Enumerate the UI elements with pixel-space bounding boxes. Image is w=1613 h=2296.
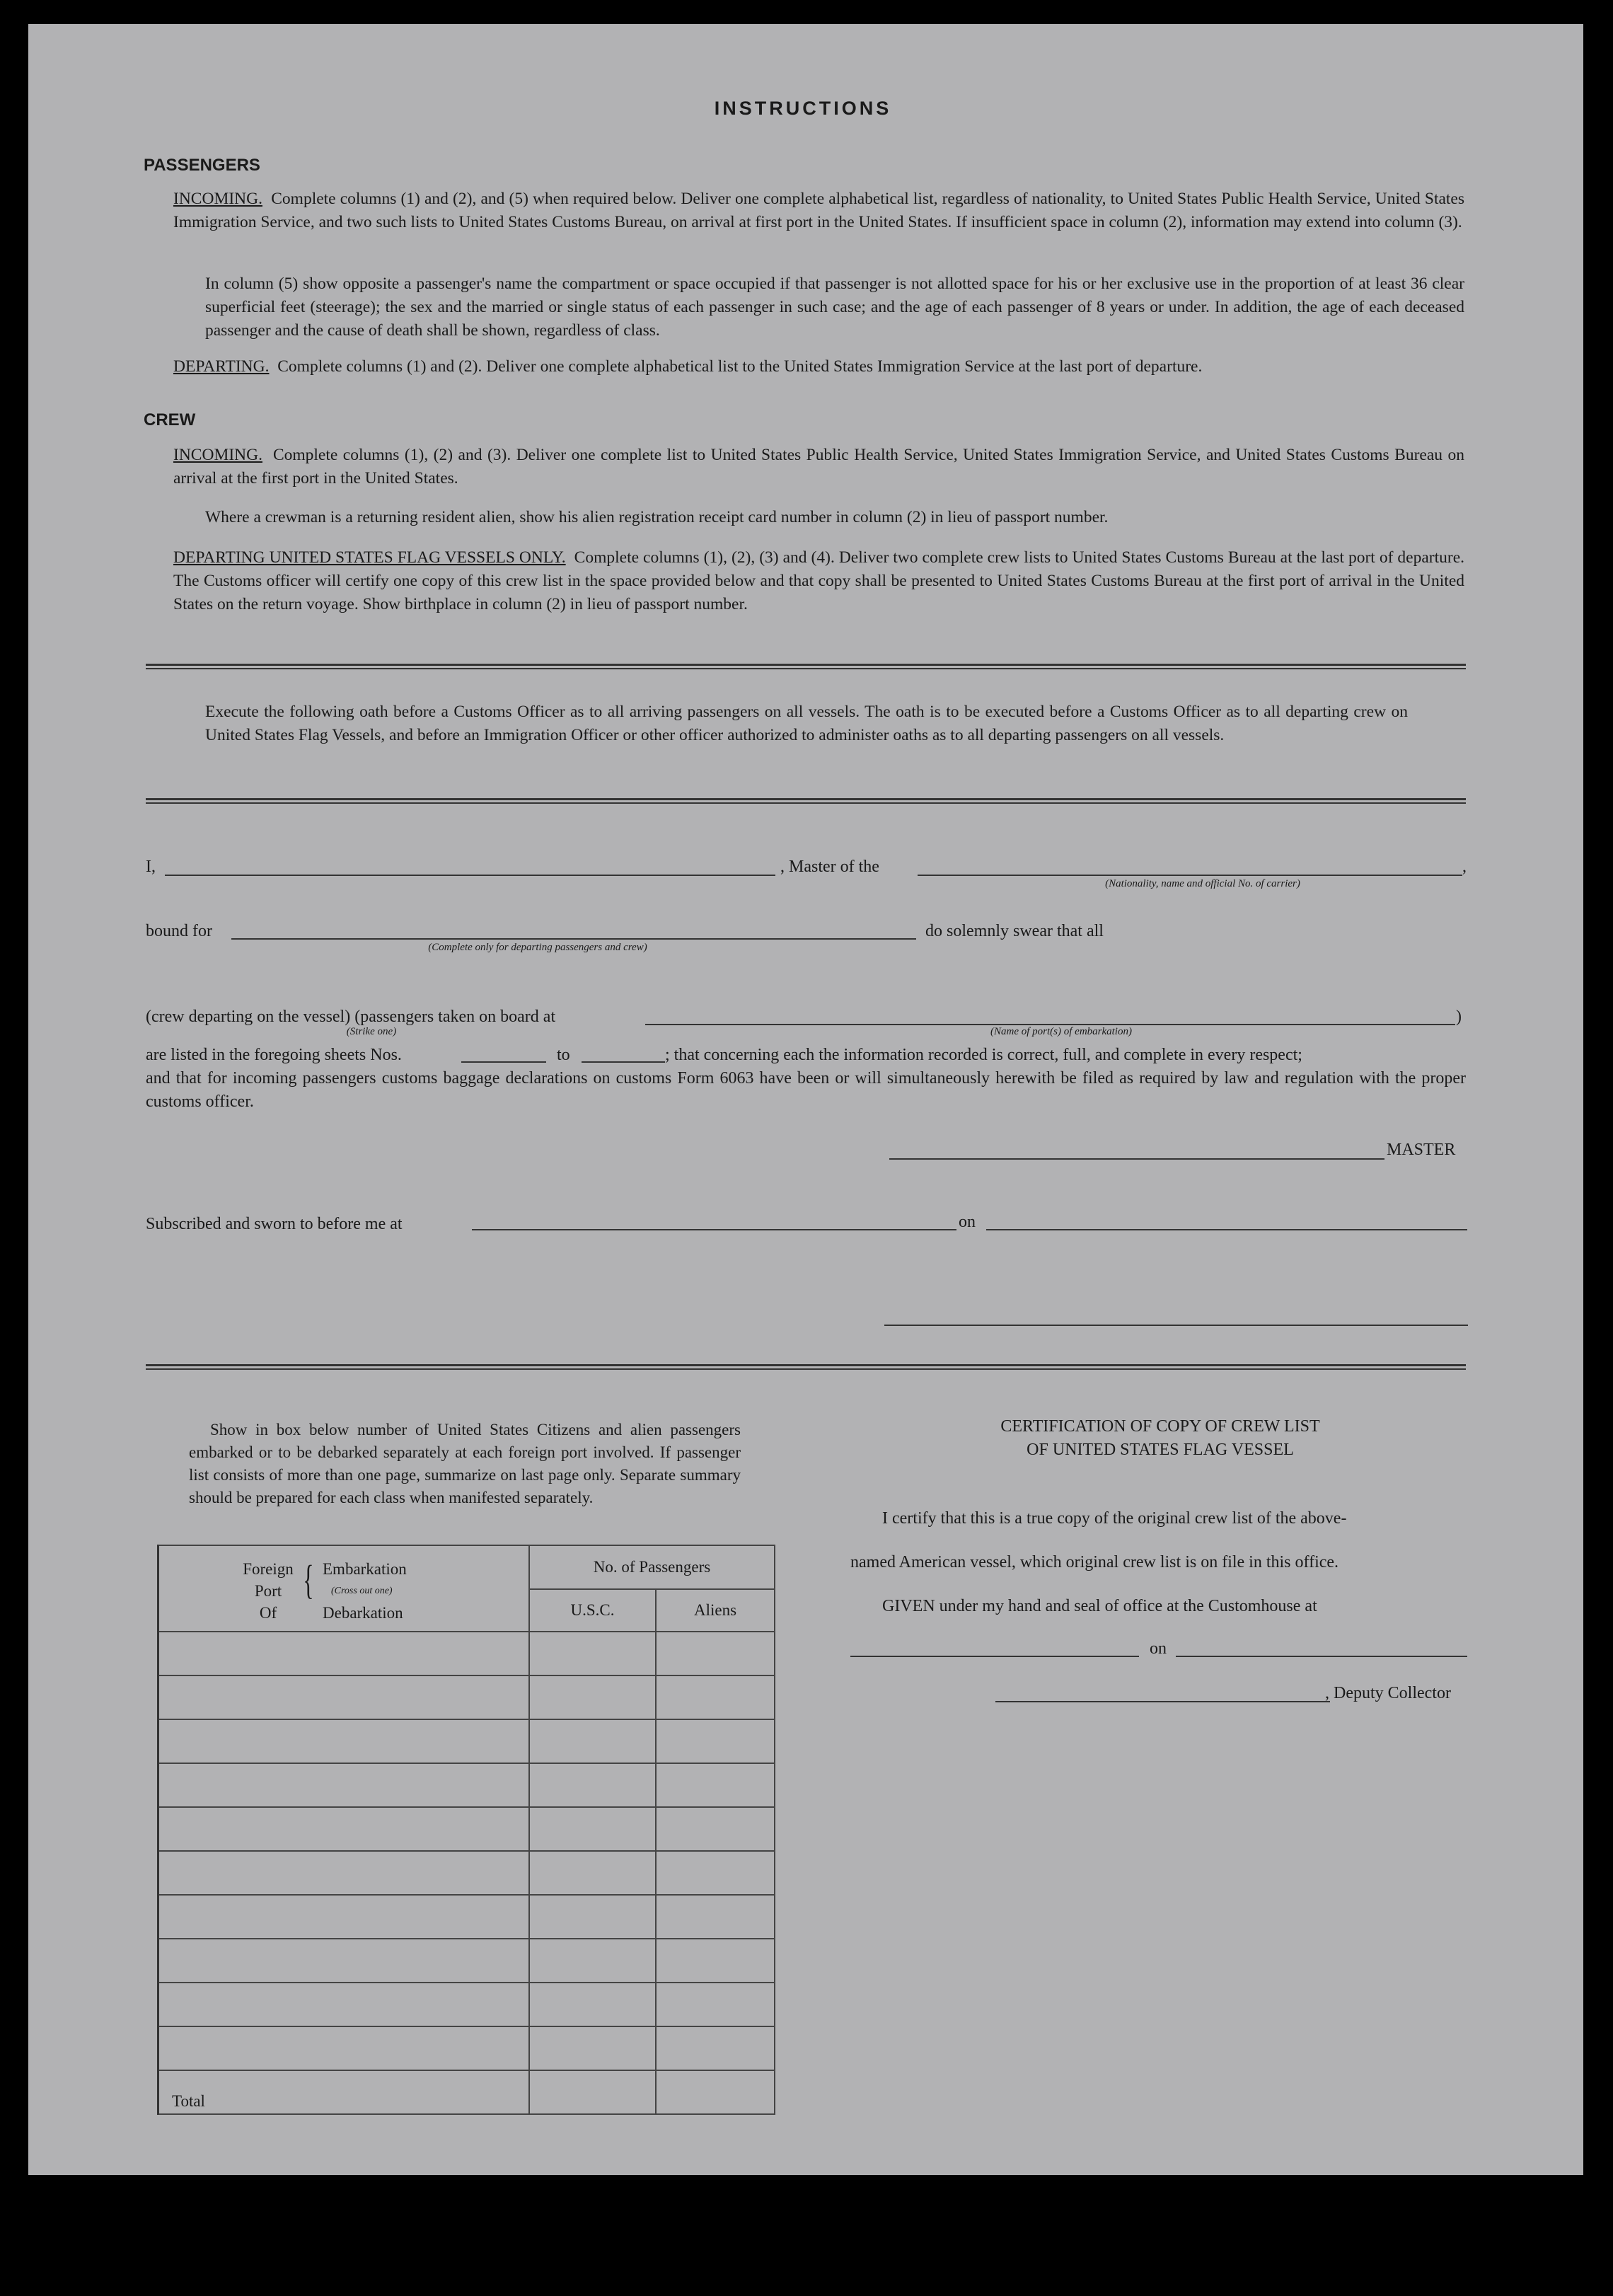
embarkation-label: Embarkation [323, 1560, 407, 1578]
passengers-incoming-text: Complete columns (1) and (2), and (5) when required below. Deliver one complete alphabetical list, regardless of nationality, to United States Public Health Service, United States Immigration Service, and two such lists to United States Customs Bureau, on arrival at first port in the United States. If insufficient space in column (2), information may extend into column (3). [173, 190, 1465, 231]
master-label: MASTER [1387, 1141, 1456, 1159]
bound-caption: (Complete only for departing passengers and crew) [428, 942, 647, 953]
usc-cell[interactable] [529, 1895, 656, 1939]
usc-cell[interactable] [529, 2026, 656, 2070]
section-divider [146, 1364, 1466, 1370]
crew-departing-text: Complete columns (1), (2), (3) and (4). Deliver two complete crew lists to United States Customs Bureau at the last port of departure. The Customs officer will certify one copy of this crew list in the space provided below and that copy shall be presented to United States Customs Bureau at the first port of arrival in the United States on the return voyage. Show birthplace in column (2) in lieu of passport number. [173, 548, 1464, 613]
subscribed-label: Subscribed and sworn to before me at [146, 1215, 403, 1233]
port-cell[interactable] [158, 1763, 530, 1807]
on-label: on [959, 1213, 976, 1231]
crew-passengers-label: (crew departing on the vessel) (passengers taken on board at [146, 1008, 556, 1026]
certification-date-field[interactable] [1176, 1656, 1467, 1657]
cross-out-caption: (Cross out one) [331, 1586, 393, 1596]
crew-incoming-text: Complete columns (1), (2) and (3). Deliver one complete list to United States Public Health Service, United States Immigration Service, and United States Customs Bureau on arrival at the first port in the United States. [173, 446, 1465, 488]
port-cell[interactable] [158, 2026, 530, 2070]
port-header-cell [158, 1545, 530, 1632]
port-cell[interactable] [158, 1851, 530, 1895]
usc-cell[interactable] [529, 1983, 656, 2026]
usc-cell[interactable] [529, 1807, 656, 1851]
usc-cell[interactable] [529, 1632, 656, 1675]
nationality-caption: (Nationality, name and official No. of carrier) [1105, 878, 1300, 889]
usc-cell[interactable] [529, 1675, 656, 1719]
bound-for-label: bound for [146, 922, 212, 940]
crew-departing-label: DEPARTING UNITED STATES FLAG VESSELS ONLY. [173, 548, 566, 567]
usc-header: U.S.C. [529, 1589, 656, 1632]
officer-signature-field[interactable] [884, 1325, 1468, 1326]
embarkation-port-field[interactable] [645, 1024, 1455, 1025]
deputy-collector-label: , Deputy Collector [1325, 1684, 1451, 1702]
aliens-cell[interactable] [656, 1632, 775, 1675]
given-line: GIVEN under my hand and seal of office at the Customhouse at [882, 1597, 1317, 1615]
crew-incoming-paragraph [173, 444, 1464, 490]
usc-cell[interactable] [529, 1851, 656, 1895]
aliens-header: Aliens [656, 1589, 775, 1632]
deputy-signature-field[interactable] [995, 1701, 1330, 1702]
crew-incoming-label: INCOMING. [173, 446, 262, 464]
brace-mark: { [303, 1557, 314, 1603]
aliens-cell[interactable] [656, 1851, 775, 1895]
section-divider [146, 664, 1466, 669]
aliens-cell[interactable] [656, 1719, 775, 1763]
passengers-departing-text: Complete columns (1) and (2). Deliver one complete alphabetical list to the United States Immigration Service at the last port of departure. [277, 357, 1203, 376]
port-cell[interactable] [158, 1719, 530, 1763]
port-cell[interactable] [158, 1983, 530, 2026]
sheet-to-field[interactable] [582, 1061, 665, 1063]
passengers-incoming-paragraph [173, 188, 1464, 234]
sworn-date-field[interactable] [986, 1229, 1467, 1230]
sheet-from-field[interactable] [461, 1061, 546, 1063]
usc-cell[interactable] [529, 1719, 656, 1763]
aliens-total-cell[interactable] [656, 2070, 775, 2114]
certify-line2: named American vessel, which original crew list is on file in this office. [850, 1553, 1339, 1571]
certify-line1: I certify that this is a true copy of the original crew list of the above- [882, 1509, 1347, 1528]
usc-cell[interactable] [529, 1939, 656, 1983]
page-title: INSTRUCTIONS [714, 98, 892, 119]
listed-rest: and that for incoming passengers customs baggage declarations on customs Form 6063 have been or will simultaneously herewith be filed as required by law and regulation with the proper customs officer. [146, 1069, 1466, 1111]
close-paren: ) [1456, 1008, 1462, 1026]
usc-cell[interactable] [529, 1763, 656, 1807]
port-caption: (Name of port(s) of embarkation) [990, 1026, 1132, 1037]
debarkation-label: Debarkation [323, 1604, 403, 1622]
passengers-incoming-label: INCOMING. [173, 190, 262, 208]
of-label: Of [259, 1604, 277, 1622]
summary-instruction: Show in box below number of United States Citizens and alien passengers embarked or to be debarked separately at each foreign port involved. If passenger list consists of more than one page, summarize on last page only. Separate summary should be prepared for each class when manifested separately. [189, 1421, 741, 1506]
passengers-departing-label: DEPARTING. [173, 357, 270, 376]
port-cell[interactable] [158, 1675, 530, 1719]
oath-instruction: Execute the following oath before a Customs Officer as to all arriving passengers on all vessels. The oath is to be executed before a Customs Officer as to all departing crew on United States Flag Vessels, and before an Immigration Officer or other officer authorized to administer oaths as to all departing passengers on all vessels. [205, 703, 1408, 744]
aliens-cell[interactable] [656, 1895, 775, 1939]
comma: , [1462, 858, 1467, 876]
passengers-heading: PASSENGERS [144, 156, 260, 175]
passenger-summary-table [157, 1545, 775, 2115]
no-of-passengers-header: No. of Passengers [529, 1545, 775, 1589]
total-cell: Total [158, 2070, 530, 2114]
aliens-cell[interactable] [656, 1939, 775, 1983]
listed-prefix: are listed in the foregoing sheets Nos. [146, 1046, 402, 1064]
port-cell[interactable] [158, 1895, 530, 1939]
passengers-departing-paragraph [173, 355, 1464, 379]
usc-total-cell[interactable] [529, 2070, 656, 2114]
to-label: to [557, 1046, 570, 1064]
section-divider [146, 798, 1466, 804]
master-signature-field[interactable] [889, 1158, 1384, 1160]
aliens-cell[interactable] [656, 1675, 775, 1719]
aliens-cell[interactable] [656, 2026, 775, 2070]
master-name-field[interactable] [165, 875, 775, 876]
bound-for-field[interactable] [231, 938, 916, 940]
strike-caption: (Strike one) [346, 1026, 397, 1037]
passengers-column5-paragraph: In column (5) show opposite a passenger's name the compartment or space occupied if that passenger is not allotted space for his or her exclusive use in the proportion of at least 36 clear superficial feet (steerage); the sex and the married or single status of each passenger in such case; and the age of each passenger of 8 years or under. In addition, the age of each deceased passenger and the cause of death shall be shown, regardless of class. [205, 275, 1464, 340]
certification-on-label: on [1150, 1639, 1167, 1658]
aliens-cell[interactable] [656, 1983, 775, 2026]
crew-heading: CREW [144, 410, 196, 429]
carrier-field[interactable] [918, 875, 1462, 876]
oath-i-label: I, [146, 858, 156, 876]
crew-resident-paragraph: Where a crewman is a returning resident alien, show his alien registration receipt card number in column (2) in lieu of passport number. [205, 508, 1109, 526]
crew-departing-paragraph [173, 546, 1464, 616]
port-cell[interactable] [158, 1939, 530, 1983]
port-label: Port [254, 1582, 282, 1600]
swear-label: do solemnly swear that all [925, 922, 1104, 940]
aliens-cell[interactable] [656, 1763, 775, 1807]
customhouse-field[interactable] [850, 1656, 1139, 1657]
port-cell[interactable] [158, 1632, 530, 1675]
port-cell[interactable] [158, 1807, 530, 1851]
listed-suffix: ; that concerning each the information recorded is correct, full, and complete in every respect; [665, 1046, 1302, 1064]
aliens-cell[interactable] [656, 1807, 775, 1851]
certification-title-line2: OF UNITED STATES FLAG VESSEL [1027, 1441, 1294, 1459]
certification-title-line1: CERTIFICATION OF COPY OF CREW LIST [1000, 1417, 1320, 1436]
foreign-label: Foreign [243, 1560, 294, 1578]
master-of-the-label: , Master of the [780, 858, 879, 876]
sworn-place-field[interactable] [472, 1229, 956, 1230]
